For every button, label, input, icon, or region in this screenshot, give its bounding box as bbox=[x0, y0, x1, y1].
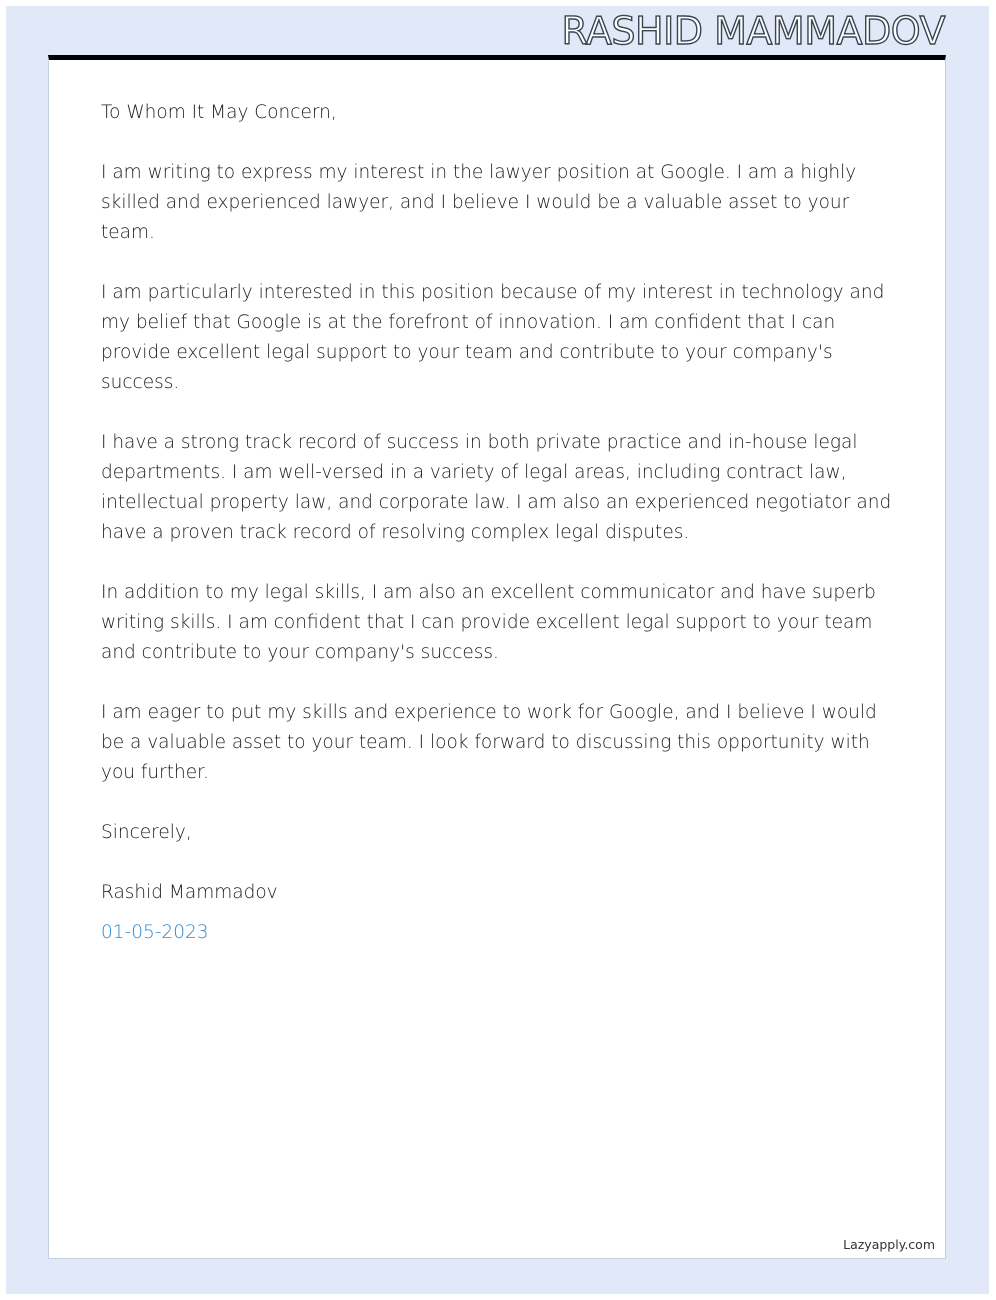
salutation: To Whom It May Concern, bbox=[101, 102, 337, 123]
letter-paragraph-4: In addition to my legal skills, I am also an excellent communicator and have superb writing skills. I am confident that I can provide excellent legal support to your team and contribute to your company's success. bbox=[101, 582, 876, 663]
letter-date: 01-05-2023 bbox=[101, 922, 209, 943]
letter-paragraph-2: I am particularly interested in this position because of my interest in technology and my belief that Google is at the forefront of innovation. I am confident that I can provide excellent legal support to your team and contribute to your company's success. bbox=[101, 282, 885, 393]
applicant-name-heading: RASHID MAMMADOV bbox=[561, 9, 945, 53]
signature-name: Rashid Mammadov bbox=[101, 882, 278, 903]
footer-brand: Lazyapply.com bbox=[843, 1237, 935, 1252]
closing: Sincerely, bbox=[101, 822, 192, 843]
letter-paragraph-5: I am eager to put my skills and experience to work for Google, and I believe I would be a valuable asset to your team. I look forward to discussing this opportunity with you further. bbox=[101, 702, 877, 783]
letter-paragraph-1: I am writing to express my interest in the lawyer position at Google. I am a highly skilled and experienced lawyer, and I believe I would be a valuable asset to your team. bbox=[101, 162, 857, 243]
cover-letter-body bbox=[101, 98, 901, 948]
letter-paragraph-3: I have a strong track record of success in both private practice and in-house legal departments. I am well-versed in a variety of legal areas, including contract law, intellectual property law, and corporate law. I am also an experienced negotiator and have a proven track record of resolving complex legal disputes. bbox=[101, 432, 892, 543]
letter-sheet bbox=[48, 55, 946, 1259]
